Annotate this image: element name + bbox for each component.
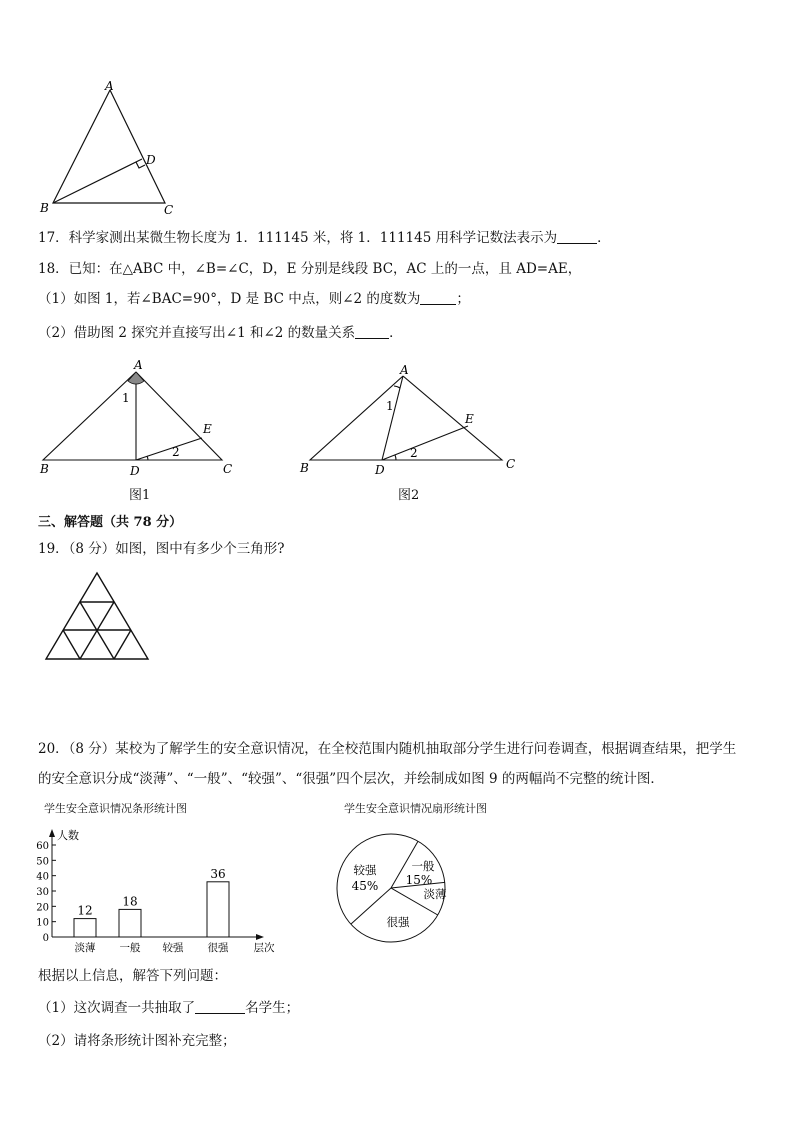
label-d: D [146, 153, 156, 167]
bar-y-tick-label: 40 [36, 871, 49, 883]
answer-blank-20-1[interactable] [195, 999, 245, 1014]
fig1-label-c: C [223, 462, 233, 476]
fig1-label-d: D [130, 464, 140, 478]
triangle-grid-figure [40, 568, 180, 666]
question-20-part1 [38, 999, 299, 1017]
bar-3 [207, 882, 229, 937]
label-c: C [164, 203, 174, 217]
question-18-part2-text: （2）借助图 2 探究并直接写出∠1 和∠2 的数量关系 [38, 325, 356, 341]
fig1-label-e: E [203, 422, 212, 436]
bar-1 [119, 909, 141, 937]
pie-label-3: 很强 [386, 915, 410, 929]
question-20-line2: 的安全意识分成“淡薄”、“一般”、“较强”、“很强”四个层次，并绘制成如图 9 的两幅尚不完整的统计图． [38, 771, 664, 787]
top-triangle-figure [30, 76, 190, 221]
answer-blank-18-1[interactable] [420, 290, 456, 305]
bar-value-label: 12 [77, 903, 93, 918]
bar-category-label: 一般 [119, 942, 141, 954]
figure-2 [290, 360, 530, 480]
question-18-part1-text: （1）如图 1，若∠BAC=90°，D 是 BC 中点，则∠2 的度数为 [38, 291, 421, 307]
question-18-part2-end: ． [389, 325, 403, 341]
grid-line-d4 [114, 630, 131, 659]
pie-percent-0: 45% [351, 879, 379, 893]
bar-category-label: 较强 [162, 942, 184, 954]
section-3-heading: 三、解答题（共 78 分） [38, 515, 183, 530]
fig2-angle2-arc [395, 455, 396, 460]
bar-y-tick-label: 20 [36, 902, 49, 914]
fig1-angle1-label: 1 [122, 391, 130, 405]
bar-value-label: 36 [210, 866, 226, 881]
fig1-triangle [43, 372, 222, 460]
figure-1-caption: 图1 [129, 488, 151, 503]
pie-label-2: 淡薄 [423, 887, 447, 901]
triangle-abc [53, 90, 165, 203]
question-18-part2 [38, 324, 403, 342]
fig2-label-d: D [375, 463, 385, 477]
fig2-angle1-arc [394, 386, 400, 388]
outer-triangle [46, 573, 148, 659]
fig1-angle1-shade [128, 372, 144, 384]
bar-0 [74, 919, 96, 937]
label-b: B [40, 201, 49, 215]
question-20-part1-end: 名学生； [245, 1000, 300, 1016]
segment-bd [53, 159, 142, 203]
question-18-part1 [38, 290, 470, 308]
fig2-angle2-label: 2 [410, 446, 418, 460]
question-17-text: 17．科学家测出某微生物长度为 1．111145 米，将 1．111145 用科学记数法表示为 [38, 230, 558, 246]
fig1-label-a: A [134, 358, 143, 372]
pie-chart-title: 学生安全意识情况扇形统计图 [344, 802, 487, 815]
figure-2-caption: 图2 [398, 488, 420, 503]
bar-category-label: 很强 [207, 942, 229, 954]
fig2-segment-ad [382, 376, 403, 460]
question-19: 19．（8 分）如图，图中有多少个三角形? [38, 541, 285, 557]
pie-percent-1: 15% [405, 873, 433, 887]
grid-line-d3 [63, 630, 80, 659]
figure-1 [30, 355, 250, 480]
bar-chart [30, 820, 290, 955]
bar-y-tick-label: 10 [36, 917, 49, 929]
fig1-segment-de [136, 438, 202, 460]
answer-blank-18-2[interactable] [355, 324, 389, 339]
bar-y-axis-label: 人数 [57, 829, 79, 842]
bar-x-axis-label: 层次 [253, 942, 275, 954]
pie-label-1: 一般 [411, 859, 435, 873]
question-17 [38, 229, 611, 247]
question-17-end: ． [597, 230, 611, 246]
question-18-intro: 18．已知：在△ABC 中，∠B=∠C，D，E 分别是线段 BC，AC 上的一点，且 AD=AE， [38, 261, 582, 277]
bar-y-tick-label: 0 [42, 933, 49, 944]
pie-chart [335, 830, 455, 950]
question-20-part2: （2）请将条形统计图补充完整； [38, 1033, 236, 1049]
pie-label-0: 较强 [353, 863, 377, 877]
fig2-segment-de [382, 426, 468, 460]
question-20-part1-text: （1）这次调查一共抽取了 [38, 1000, 196, 1016]
fig2-angle1-label: 1 [386, 399, 394, 413]
label-a: A [105, 79, 114, 93]
right-angle-mark [136, 162, 145, 168]
fig2-label-b: B [300, 461, 309, 475]
bar-x-axis-arrow [256, 934, 264, 940]
fig2-label-e: E [465, 412, 474, 426]
bar-value-label: 18 [122, 894, 138, 909]
fig2-label-a: A [400, 363, 409, 377]
answer-blank-17[interactable] [557, 229, 597, 244]
bar-y-tick-label: 60 [36, 841, 49, 852]
question-18-part1-end: ； [456, 291, 470, 307]
fig1-label-b: B [40, 462, 49, 476]
bar-chart-title: 学生安全意识情况条形统计图 [44, 802, 187, 815]
question-20-after: 根据以上信息，解答下列问题： [38, 968, 227, 984]
bar-category-label: 淡薄 [74, 942, 96, 954]
bar-y-tick-label: 30 [36, 887, 49, 898]
bar-y-tick-label: 50 [36, 856, 49, 868]
question-20-line1: 20．（8 分）某校为了解学生的安全意识情况，在全校范围内随机抽取部分学生进行问卷调查，根据调查结果，把学生 [38, 741, 737, 757]
fig1-angle2-label: 2 [172, 445, 180, 459]
fig2-label-c: C [506, 457, 516, 471]
bar-y-axis-arrow [49, 829, 55, 837]
